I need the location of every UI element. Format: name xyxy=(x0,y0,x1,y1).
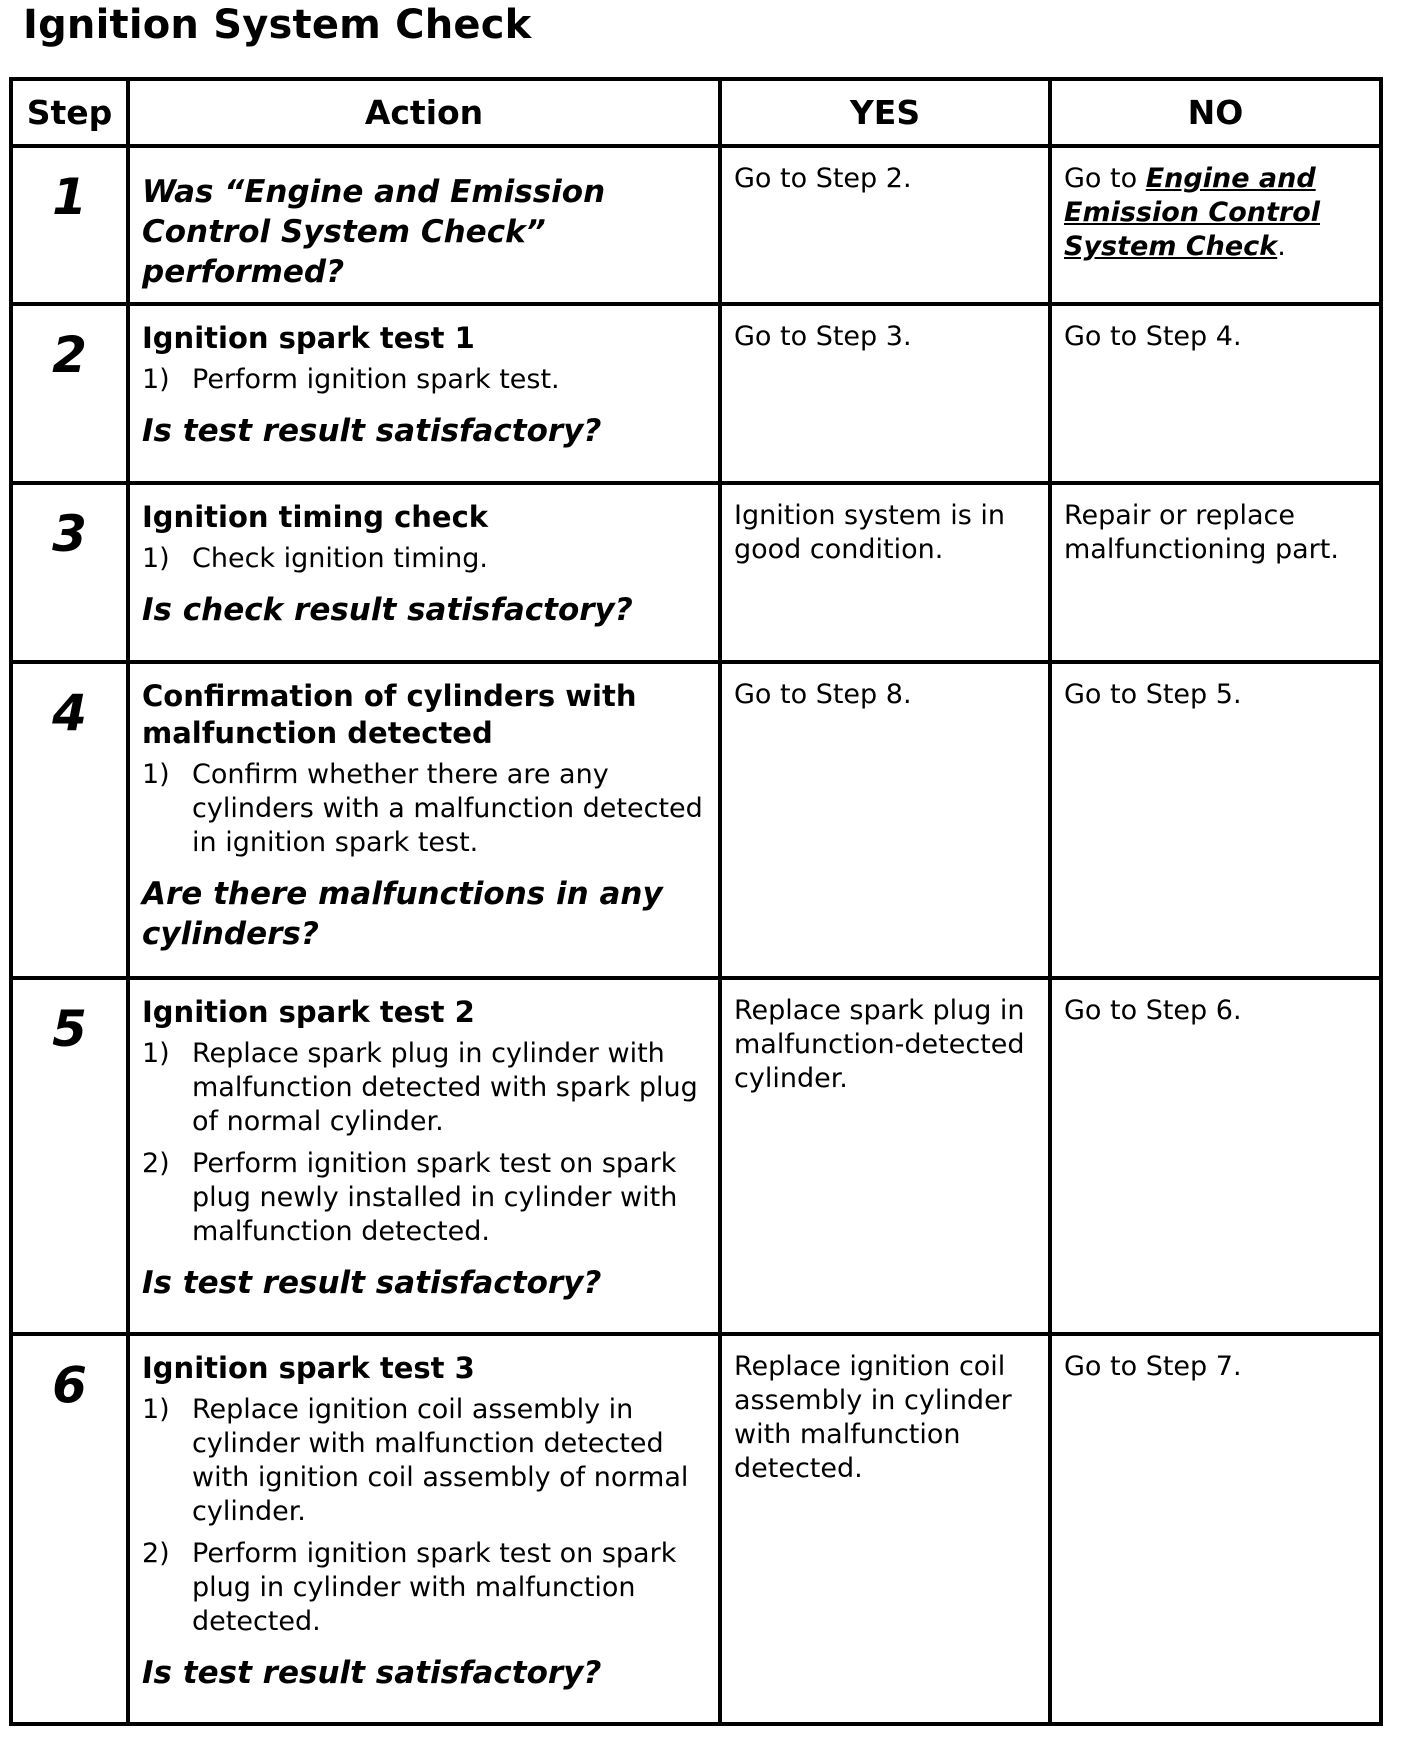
substep-list xyxy=(142,363,708,397)
substep-text: Perform ignition spark test on spark plug in cylinder with malfunction detected. xyxy=(192,1538,677,1637)
table-row xyxy=(11,483,1381,662)
action-question: Was “Engine and Emission Control System Check” performed? xyxy=(142,174,606,290)
substep-text: Perform ignition spark test. xyxy=(192,364,560,395)
substep-text: Replace ignition coil assembly in cylinder with malfunction detected with ignition coil assembly of normal cylinder. xyxy=(192,1394,689,1527)
substep-number: 1) xyxy=(142,759,170,790)
action-cell xyxy=(128,1334,720,1724)
substep-text: Replace spark plug in cylinder with malfunction detected with spark plug of normal cylinder. xyxy=(192,1038,698,1137)
substep xyxy=(142,1393,708,1529)
substep xyxy=(142,758,708,860)
table-row xyxy=(11,1334,1381,1724)
action-title: Ignition spark test 1 xyxy=(142,321,475,355)
action-cell xyxy=(128,483,720,662)
no-cell: Go to Step 7. xyxy=(1050,1334,1381,1724)
substep-text: Check ignition timing. xyxy=(192,543,488,574)
yes-cell: Go to Step 8. xyxy=(720,662,1050,978)
no-suffix: . xyxy=(1277,231,1286,262)
yes-cell: Ignition system is in good condition. xyxy=(720,483,1050,662)
substep-text: Perform ignition spark test on spark plug newly installed in cylinder with malfunction detected. xyxy=(192,1148,678,1247)
substep-number: 1) xyxy=(142,543,170,574)
substep-number: 1) xyxy=(142,364,170,395)
no-cell xyxy=(1050,146,1381,304)
substep-list xyxy=(142,1393,708,1639)
substep-list xyxy=(142,758,708,860)
diagnosis-table xyxy=(9,77,1383,1726)
yes-cell: Replace spark plug in malfunction-detected cylinder. xyxy=(720,978,1050,1334)
table-row xyxy=(11,978,1381,1334)
step-number: 5 xyxy=(11,978,128,1334)
header-action: Action xyxy=(128,79,720,146)
step-number: 2 xyxy=(11,304,128,483)
step-number: 4 xyxy=(11,662,128,978)
step-number: 3 xyxy=(11,483,128,662)
no-cell: Go to Step 5. xyxy=(1050,662,1381,978)
action-title: Ignition timing check xyxy=(142,500,489,534)
action-question: Are there malfunctions in any cylinders? xyxy=(142,876,663,952)
action-title: Ignition spark test 3 xyxy=(142,1351,475,1385)
substep xyxy=(142,1537,708,1639)
table-row xyxy=(11,304,1381,483)
action-question: Is check result satisfactory? xyxy=(142,592,633,628)
no-cell: Go to Step 4. xyxy=(1050,304,1381,483)
substep-text: Confirm whether there are any cylinders with a malfunction detected in ignition spark test. xyxy=(192,759,703,858)
header-yes: YES xyxy=(720,79,1050,146)
yes-cell: Replace ignition coil assembly in cylinder with malfunction detected. xyxy=(720,1334,1050,1724)
yes-cell: Go to Step 2. xyxy=(720,146,1050,304)
yes-cell: Go to Step 3. xyxy=(720,304,1050,483)
engine-emission-check-link[interactable]: Engine and Emission Control System Check xyxy=(1064,163,1321,262)
substep xyxy=(142,542,708,576)
header-step: Step xyxy=(11,79,128,146)
header-no: NO xyxy=(1050,79,1381,146)
substep-list xyxy=(142,1037,708,1249)
table-row xyxy=(11,146,1381,304)
substep-number: 2) xyxy=(142,1538,170,1569)
action-cell xyxy=(128,978,720,1334)
header-row xyxy=(11,79,1381,146)
substep xyxy=(142,1037,708,1139)
action-question: Is test result satisfactory? xyxy=(142,1655,602,1691)
action-cell xyxy=(128,304,720,483)
no-cell: Go to Step 6. xyxy=(1050,978,1381,1334)
table-row xyxy=(11,662,1381,978)
substep-list xyxy=(142,542,708,576)
action-title: Ignition spark test 2 xyxy=(142,995,475,1029)
substep-number: 2) xyxy=(142,1148,170,1179)
page-title: Ignition System Check xyxy=(23,2,532,48)
step-number: 6 xyxy=(11,1334,128,1724)
substep xyxy=(142,363,708,397)
substep-number: 1) xyxy=(142,1038,170,1069)
substep-number: 1) xyxy=(142,1394,170,1425)
no-prefix: Go to xyxy=(1064,163,1146,194)
action-question: Is test result satisfactory? xyxy=(142,1265,602,1301)
action-cell xyxy=(128,662,720,978)
no-cell: Repair or replace malfunctioning part. xyxy=(1050,483,1381,662)
step-number: 1 xyxy=(11,146,128,304)
action-cell xyxy=(128,146,720,304)
substep xyxy=(142,1147,708,1249)
action-title: Confirmation of cylinders with malfunction detected xyxy=(142,679,637,750)
action-question: Is test result satisfactory? xyxy=(142,413,602,449)
